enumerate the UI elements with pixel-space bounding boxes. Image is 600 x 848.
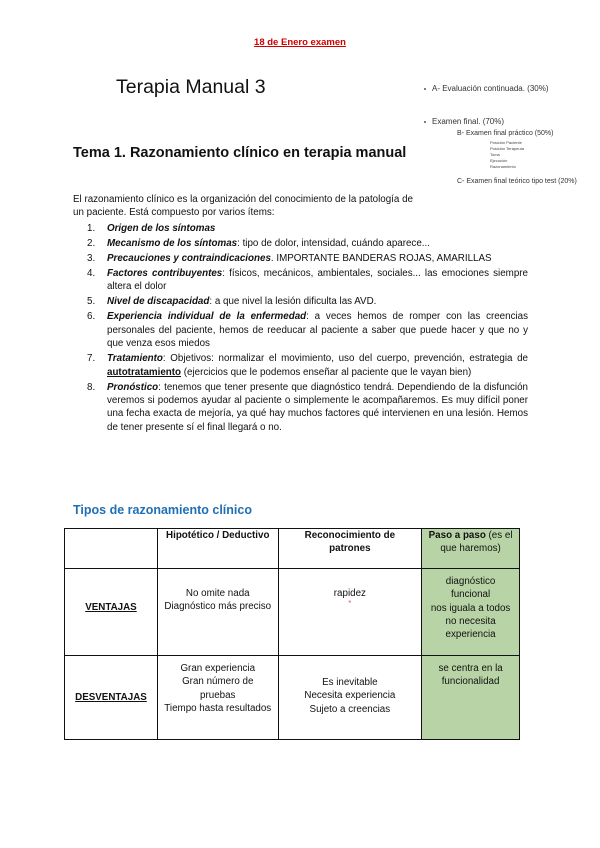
item-number: 8. [87,381,96,393]
col-header-hipotetico: Hipotético / Deductivo [157,529,278,569]
item-term: Nivel de discapacidad [107,296,210,308]
col-header-paso-bold: Paso a paso [428,530,486,541]
evaluation-b1-item: Posición Terapeuta [490,146,524,151]
cell-line: Tiempo hasta resultados [164,702,272,714]
list-item [73,295,528,308]
item-text: : a que nivel la lesión dificulta las AVD. [209,296,377,308]
item-text: : a veces hemos de romper con las creencias personales del paciente, hemos de reeducar al paciente a saber que puede hacer y que no y que venza esos miedos [107,311,528,350]
table-header-row [65,529,520,569]
evaluation-a [424,84,549,93]
item-text-underlined: autotratamiento [107,366,182,378]
evaluation-b1-item: Toma [490,152,500,157]
item-number: 1. [87,223,96,234]
evaluation-b1-item: Ejecución [490,158,508,163]
item-term: Mecanismo de los síntomas [107,238,238,249]
tema-heading: Tema 1. Razonamiento clínico en terapia manual [73,145,407,161]
cell-line: no necesita experiencia [445,615,496,641]
item-term: Experiencia individual de la enfermedad [107,311,307,323]
evaluation-c: C- Examen final teórico tipo test (20%) [457,178,577,185]
item-number: 3. [87,253,96,264]
list-item [73,237,528,250]
cell-line: No omite nada [185,588,250,599]
tema-intro: El razonamiento clínico es la organización del conocimiento de la patología de un paciente. Está compuesto por varios ítems: [73,194,413,218]
cell-line: Gran número de pruebas [182,676,254,701]
cell-line: Sujeto a creencias [309,703,391,715]
cell-line: diagnóstico funcional [445,576,496,601]
cell-line: Diagnóstico más preciso [164,601,272,613]
cell-ventajas-hipotetico [157,569,278,656]
evaluation-b1: B- Examen final práctico (50%) [457,130,554,137]
item-number: 2. [87,238,96,249]
razonamiento-items-list [73,222,528,436]
col-header-paso-rest: (es el que haremos) [440,530,513,555]
cell-desventajas-patrones [278,656,422,740]
col-header-patrones: Reconocimiento de patrones [278,529,422,569]
col-header-paso [422,529,520,569]
evaluation-b1-item: Razonamiento [490,164,516,169]
evaluation-b-text: Examen final. (70%) [432,117,505,126]
item-term: Origen de los síntomas [107,223,216,234]
cell-desventajas-hipotetico [157,656,278,740]
item-text: : tenemos que tener presente que diagnóstico tendrá. Dependiendo de la disfunción veremos si podemos ayudar al paciente o simplemente le acompañaremos. Es muy difícil poner una fecha exacta de mejoría, ya qué hay muchos factores qué intervienen en una lesión. Hemos de tener presente sí el final llegará o no. [107,381,528,433]
item-number: 5. [87,296,96,308]
bullet-icon [424,88,426,90]
exam-date-note: 18 de Enero examen [254,37,346,48]
item-text: : Objetivos: normalizar el movimiento, uso del cuerpo, prevención, estrategia de [162,353,528,365]
document-title: Terapia Manual 3 [116,76,266,98]
cell-line: rapidez [333,588,366,599]
item-number: 7. [87,353,96,365]
item-text: (ejercicios que le podemos enseñar al paciente que le vayan bien) [181,366,472,378]
list-item [73,381,528,435]
item-term: Precauciones y contraindicaciones [107,253,271,264]
cell-ventajas-paso [422,569,520,656]
item-text: : tipo de dolor, intensidad, cuándo aparece... [237,238,430,249]
table-row-ventajas [65,569,520,656]
item-number: 4. [87,268,96,279]
table-corner-cell [65,529,158,569]
tipos-heading: Tipos de razonamiento clínico [73,503,252,517]
evaluation-b [424,117,504,126]
cell-line: Necesita experiencia [304,690,396,702]
table-row-desventajas [65,656,520,740]
item-text: : físicos, mecánicos, ambientales, sociales... las emociones siempre altera el dolor [107,268,528,293]
list-item [73,267,528,294]
cell-line: nos iguala a todos [430,602,511,614]
evaluation-a-text: A- Evaluación continuada. (30%) [432,84,549,93]
item-term: Pronóstico [107,381,159,393]
razonamiento-table [64,528,520,740]
list-item [73,352,528,379]
item-term: Factores contribuyentes [107,268,223,279]
row-header-ventajas: VENTAJAS [65,569,158,656]
list-item [73,222,528,235]
item-text: . IMPORTANTE BANDERAS ROJAS, AMARILLAS [270,253,492,264]
item-term: Tratamiento [107,353,163,365]
cell-line: Gran experiencia [180,663,256,674]
bullet-icon [424,121,426,123]
cell-desventajas-paso [422,656,520,740]
list-item [73,252,528,265]
cell-ventajas-patrones [278,569,422,656]
item-number: 6. [87,311,96,323]
cell-line: Es inevitable [322,677,378,688]
evaluation-b1-item: Posición Paciente [490,140,522,145]
cell-line: se centra en la funcionalidad [438,663,503,688]
row-header-desventajas: DESVENTAJAS [65,656,158,740]
asterisk-mark: * [348,599,352,609]
list-item [73,310,528,350]
